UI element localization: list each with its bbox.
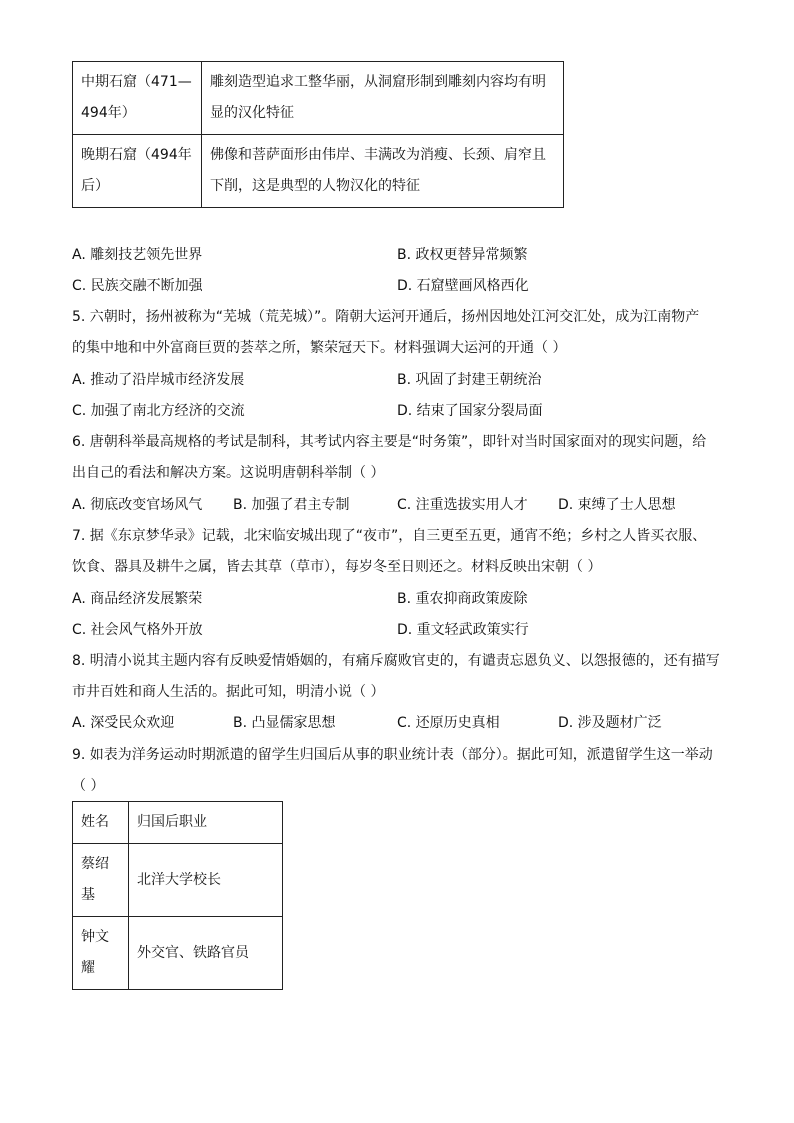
header-job-cell: 归国后职业 (129, 802, 283, 844)
description-cell: 佛像和菩萨面形由伟岸、丰满改为消瘦、长颈、肩窄且下削，这是典型的人物汉化的特征 (202, 135, 564, 208)
period-cell: 晚期石窟（494年后） (73, 135, 202, 208)
q5-stem-line1: 5. 六朝时，扬州被称为“芜城（荒芜城）”。隋朝大运河开通后，扬州因地处江河交汇处，成为江南物产 (72, 309, 700, 325)
q9-stem-line2: （ ） (72, 778, 105, 794)
job-cell: 外交官、铁路官员 (129, 917, 283, 990)
job-cell: 北洋大学校长 (129, 844, 283, 917)
q6-stem-line1: 6. 唐朝科举最高规格的考试是制科，其考试内容主要是“时务策”，即针对当时国家面对的现实问题，给 (72, 434, 707, 450)
q6-option-d: D. 束缚了士人思想 (558, 497, 676, 513)
q6-option-c: C. 注重选拔实用人才 (397, 497, 528, 513)
q5-option-d: D. 结束了国家分裂局面 (397, 403, 543, 419)
description-cell: 雕刻造型追求工整华丽，从洞窟形制到雕刻内容均有明显的汉化特征 (202, 62, 564, 135)
table-row (73, 135, 564, 208)
q5-option-c: C. 加强了南北方经济的交流 (72, 403, 245, 419)
q5-stem-line2: 的集中地和中外富商巨贾的荟萃之所，繁荣冠天下。材料强调大运河的开通（ ） (72, 340, 567, 356)
q6-option-b: B. 加强了君主专制 (233, 497, 350, 513)
name-cell: 蔡绍基 (73, 844, 129, 917)
q8-stem-line2: 市井百姓和商人生活的。据此可知，明清小说（ ） (72, 684, 385, 700)
table-row (73, 844, 283, 917)
period-cell: 中期石窟（471—494年） (73, 62, 202, 135)
header-name-cell: 姓名 (73, 802, 129, 844)
q5-option-b: B. 巩固了封建王朝统治 (397, 372, 542, 388)
q8-option-d: D. 涉及题材广泛 (558, 715, 662, 731)
table-header-row (73, 802, 283, 844)
q9-stem-line1: 9. 如表为洋务运动时期派遣的留学生归国后从事的职业统计表（部分）。据此可知，派遣留学生这一举动 (72, 747, 713, 763)
table-row (73, 62, 564, 135)
q8-stem-line1: 8. 明清小说其主题内容有反映爱情婚姻的，有痛斥腐败官吏的，有谴责忘恩负义、以怨报德的，还有描写 (72, 653, 720, 669)
q7-stem-line1: 7. 据《东京梦华录》记载，北宋临安城出现了“夜市”，自三更至五更，通宵不绝；乡村之人皆买衣服、 (72, 528, 707, 544)
q4-option-a: A. 雕刻技艺领先世界 (72, 247, 203, 263)
q4-option-b: B. 政权更替异常频繁 (397, 247, 528, 263)
q7-option-c: C. 社会风气格外开放 (72, 622, 203, 638)
q7-option-d: D. 重文轻武政策实行 (397, 622, 529, 638)
grotto-table (72, 61, 564, 208)
name-cell: 钟文耀 (73, 917, 129, 990)
table-row (73, 917, 283, 990)
q4-option-c: C. 民族交融不断加强 (72, 278, 203, 294)
q8-option-b: B. 凸显儒家思想 (233, 715, 336, 731)
q7-option-b: B. 重农抑商政策废除 (397, 591, 528, 607)
q6-option-a: A. 彻底改变官场风气 (72, 497, 203, 513)
q8-option-c: C. 还原历史真相 (397, 715, 500, 731)
q8-option-a: A. 深受民众欢迎 (72, 715, 175, 731)
students-table (72, 801, 283, 990)
q7-option-a: A. 商品经济发展繁荣 (72, 591, 203, 607)
q7-stem-line2: 饮食、器具及耕牛之属，皆去其草（草市），每岁冬至日则还之。材料反映出宋朝（ ） (72, 559, 602, 575)
q5-option-a: A. 推动了沿岸城市经济发展 (72, 372, 245, 388)
q4-option-d: D. 石窟壁画风格西化 (397, 278, 529, 294)
q6-stem-line2: 出自己的看法和解决方案。这说明唐朝科举制（ ） (72, 465, 385, 481)
